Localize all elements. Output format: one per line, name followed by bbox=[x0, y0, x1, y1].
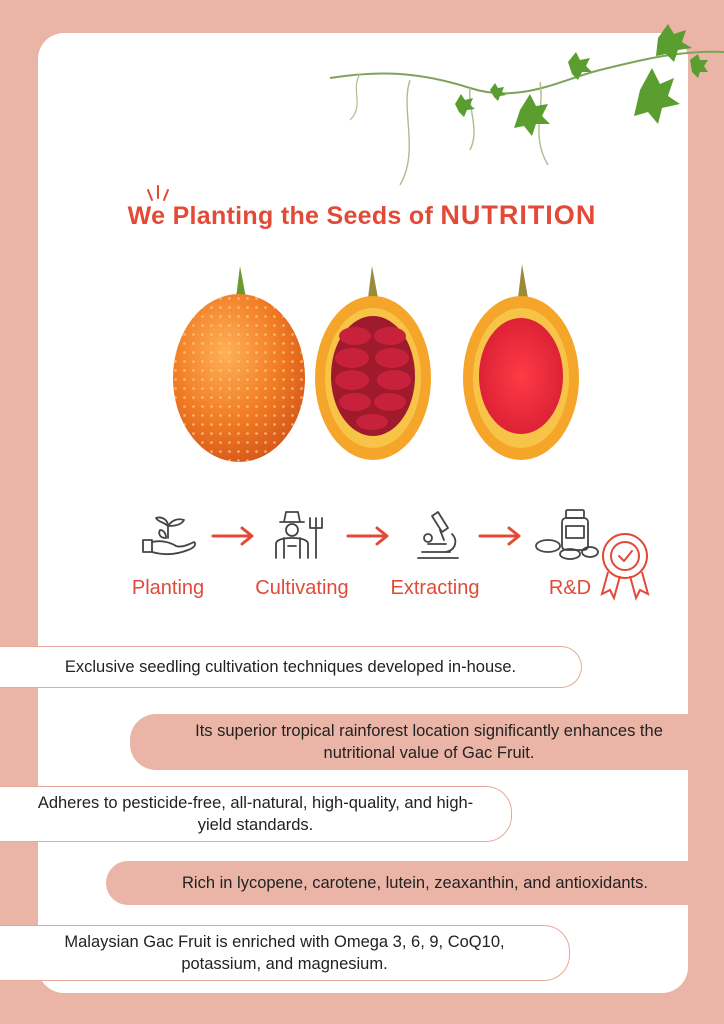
benefit-item-4 bbox=[106, 861, 724, 905]
microscope-icon bbox=[418, 512, 458, 558]
step-label-planting: Planting bbox=[131, 577, 205, 599]
benefit-text: Malaysian Gac Fruit is enriched with Omega 3, 6, 9, CoQ10, potassium, and magnesium. bbox=[64, 933, 505, 973]
step-label-rd: R&D bbox=[548, 577, 592, 599]
title-accent: NUTRITION bbox=[440, 200, 597, 230]
title-prefix: We Planting the Seeds of bbox=[127, 202, 434, 230]
whole-gac-fruit-icon bbox=[173, 266, 305, 462]
benefit-text: Its superior tropical rainforest location significantly enhances the nutritional value of Gac Fruit. bbox=[195, 722, 663, 762]
gac-fruit-illustration bbox=[0, 258, 724, 468]
benefit-item-2 bbox=[130, 714, 724, 770]
pills-bottle-icon bbox=[536, 510, 598, 559]
benefit-item-3 bbox=[0, 786, 512, 842]
gac-fruit-flesh-icon bbox=[463, 264, 579, 460]
benefit-item-1 bbox=[0, 646, 582, 688]
benefit-text: Exclusive seedling cultivation techniques developed in-house. bbox=[64, 658, 517, 676]
gac-fruit-seeds-icon bbox=[315, 266, 431, 460]
hand-sprout-icon bbox=[143, 517, 195, 554]
step-label-extracting: Extracting bbox=[390, 577, 480, 599]
benefit-text: Rich in lycopene, carotene, lutein, zeaxanthin, and antioxidants. bbox=[182, 874, 648, 892]
benefit-item-5 bbox=[0, 925, 570, 981]
arrow-right-icon bbox=[480, 528, 519, 544]
arrow-right-icon bbox=[348, 528, 387, 544]
arrow-right-icon bbox=[213, 528, 252, 544]
step-label-cultivating: Cultivating bbox=[255, 577, 349, 599]
farmer-pitchfork-icon bbox=[276, 512, 322, 558]
leaf-icon bbox=[690, 54, 708, 78]
page-title bbox=[128, 200, 597, 231]
title-container bbox=[0, 200, 724, 231]
benefit-text: Adheres to pesticide-free, all-natural, high-quality, and high-yield standards. bbox=[37, 794, 474, 834]
